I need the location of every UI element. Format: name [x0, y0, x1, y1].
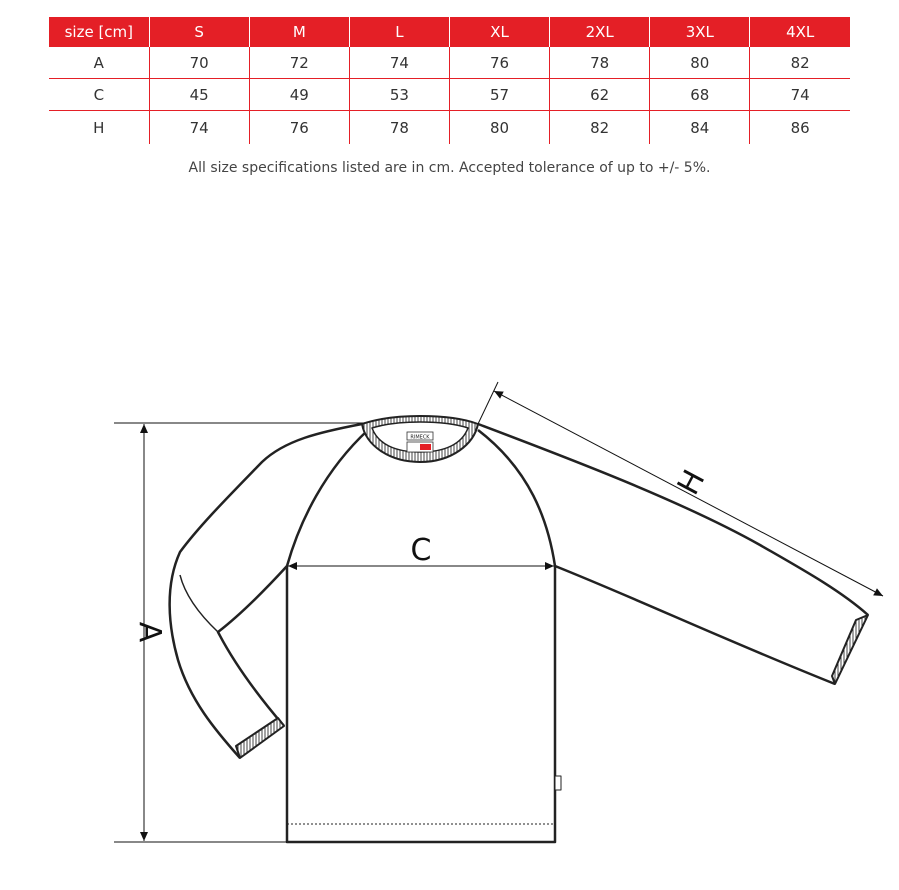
- table-cell: 74: [149, 111, 249, 145]
- table-cell: 57: [450, 79, 550, 111]
- table-cell: 82: [750, 47, 850, 79]
- right-raglan-seam: [478, 430, 555, 566]
- left-sleeve-fold: [180, 575, 218, 632]
- table-cell: 78: [349, 111, 449, 145]
- label-c: C: [410, 533, 432, 568]
- table-cell: 70: [149, 47, 249, 79]
- table-cell: 62: [550, 79, 650, 111]
- header-cell-s: S: [149, 17, 249, 47]
- table-cell: 82: [550, 111, 650, 145]
- table-cell: 84: [650, 111, 750, 145]
- table-cell: 80: [650, 47, 750, 79]
- left-raglan-seam: [287, 430, 368, 566]
- table-cell: 49: [249, 79, 349, 111]
- left-sleeve: [170, 424, 362, 758]
- header-cell-l: L: [349, 17, 449, 47]
- table-cell: 74: [750, 79, 850, 111]
- dim-h-guide: [478, 382, 498, 424]
- header-cell-4xl: 4XL: [750, 17, 850, 47]
- table-cell: 53: [349, 79, 449, 111]
- shirt-body: [287, 566, 555, 842]
- neck-label: [407, 432, 433, 452]
- row-label: C: [49, 79, 149, 111]
- header-cell-xl: XL: [450, 17, 550, 47]
- row-label: H: [93, 118, 105, 137]
- table-cell: 72: [249, 47, 349, 79]
- tolerance-note: All size specifications listed are in cm. Accepted tolerance of up to +/- 5%.: [188, 160, 711, 176]
- header-cell-2xl: 2XL: [550, 17, 650, 47]
- table-cell: 80: [450, 111, 550, 145]
- header-cell-size: size [cm]: [49, 17, 149, 47]
- table-cell: 86: [750, 111, 850, 145]
- table-cell: 45: [149, 79, 249, 111]
- left-cuff: [236, 718, 284, 758]
- left-sleeve-inner: [218, 566, 287, 726]
- table-cell: 76: [450, 47, 550, 79]
- side-tag: [555, 776, 561, 790]
- right-sleeve: [478, 424, 868, 615]
- row-label: A: [49, 47, 149, 79]
- table-cell: 74: [349, 47, 449, 79]
- table-cell: 78: [550, 47, 650, 79]
- table-cell: 76: [249, 111, 349, 145]
- right-sleeve-inner: [555, 566, 835, 684]
- header-cell-3xl: 3XL: [650, 17, 750, 47]
- neck-label-text: RIMECK: [410, 434, 430, 441]
- right-cuff: [832, 615, 868, 684]
- header-cell-m: M: [249, 17, 349, 47]
- label-a: A: [132, 621, 167, 643]
- label-h: H: [670, 464, 713, 501]
- shirt-outline: [170, 416, 868, 842]
- table-cell: 68: [650, 79, 750, 111]
